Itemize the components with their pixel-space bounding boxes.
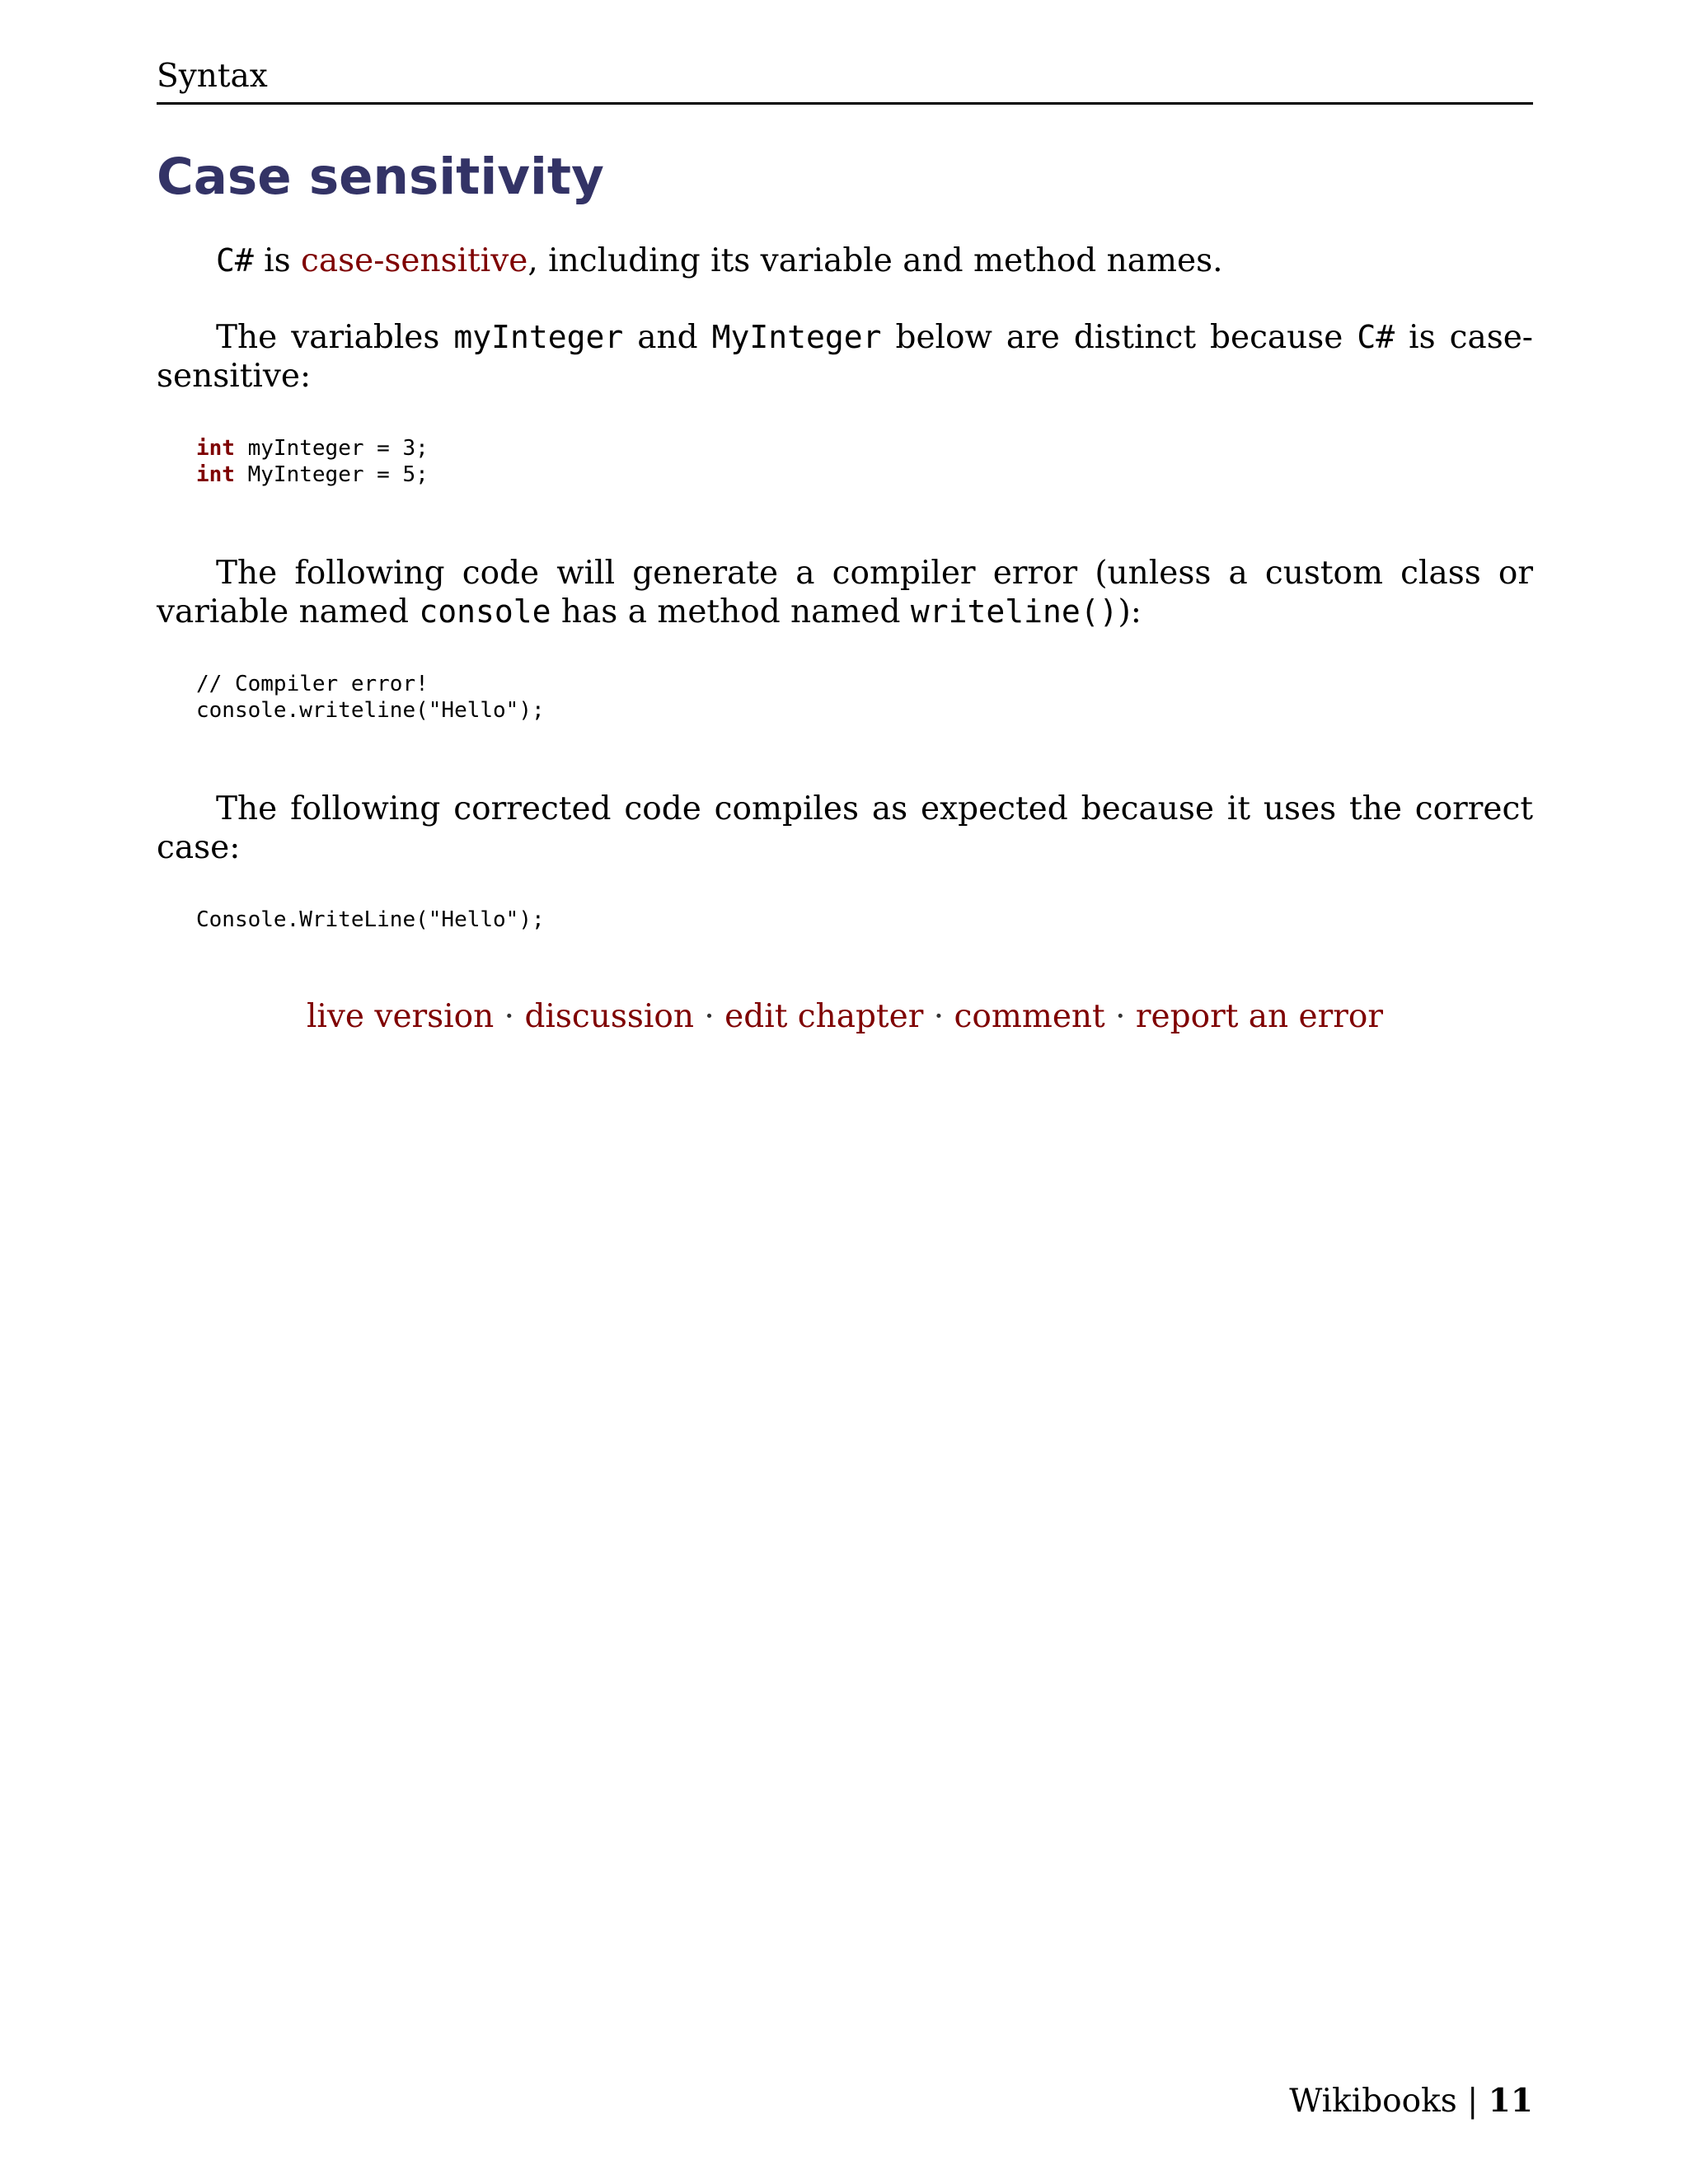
paragraph-intro: [157, 241, 1533, 280]
inline-code-csharp: C#: [1357, 319, 1395, 355]
text-start: The following code will generate a compiler error (unless a custom class or variable named: [157, 555, 1533, 630]
separator: ·: [923, 998, 954, 1035]
link-live-version[interactable]: live version: [306, 998, 495, 1035]
code-line: console.writeline("Hello");: [196, 698, 545, 723]
text-is: is: [253, 242, 302, 279]
code-block-error: [196, 671, 1533, 724]
page: [157, 0, 1533, 1036]
text-and: and: [623, 319, 712, 356]
text-end: ):: [1118, 593, 1142, 630]
separator: ·: [494, 998, 525, 1035]
code-line-2-rest: MyInteger = 5;: [234, 462, 429, 487]
link-case-sensitive[interactable]: case-sensitive: [301, 242, 528, 279]
text-end: is case-sensitive:: [157, 319, 1533, 395]
inline-code-console: console: [419, 593, 551, 630]
link-comment[interactable]: comment: [954, 998, 1105, 1035]
inline-code-csharp: C#: [216, 242, 254, 279]
paragraph-compiler-error: [157, 554, 1533, 631]
paragraph-corrected: The following corrected code compiles as expected because it uses the correct case:: [157, 790, 1533, 866]
separator: ·: [1104, 998, 1136, 1035]
code-line: Console.WriteLine("Hello");: [196, 907, 545, 932]
code-block-declarations: [196, 435, 1533, 488]
code-block-corrected: [196, 907, 1533, 933]
running-header: Syntax: [157, 58, 1533, 105]
chapter-links: [157, 997, 1533, 1036]
separator: ·: [693, 998, 725, 1035]
footer-divider: |: [1456, 2083, 1489, 2120]
link-discussion[interactable]: discussion: [524, 998, 694, 1035]
inline-code-MyInteger: MyInteger: [711, 319, 882, 355]
inline-code-writeline: writeline(): [910, 593, 1118, 630]
code-line-1-rest: myInteger = 3;: [234, 436, 429, 461]
inline-code-myinteger: myInteger: [453, 319, 624, 355]
text-rest: , including its variable and method names.: [528, 242, 1223, 279]
text-start: The variables: [216, 319, 454, 356]
page-footer: [1289, 2082, 1533, 2121]
keyword-int: int: [196, 462, 235, 487]
page-number: 11: [1488, 2082, 1533, 2120]
text-below: below are distinct because: [881, 319, 1357, 356]
publisher-name: Wikibooks: [1289, 2083, 1457, 2120]
link-edit-chapter[interactable]: edit chapter: [724, 998, 924, 1035]
link-report-error[interactable]: report an error: [1135, 998, 1384, 1035]
section-title: Case sensitivity: [157, 148, 604, 206]
paragraph-variables: [157, 318, 1533, 396]
keyword-int: int: [196, 436, 235, 461]
text-mid: has a method named: [551, 593, 911, 630]
code-comment: // Compiler error!: [196, 672, 429, 696]
